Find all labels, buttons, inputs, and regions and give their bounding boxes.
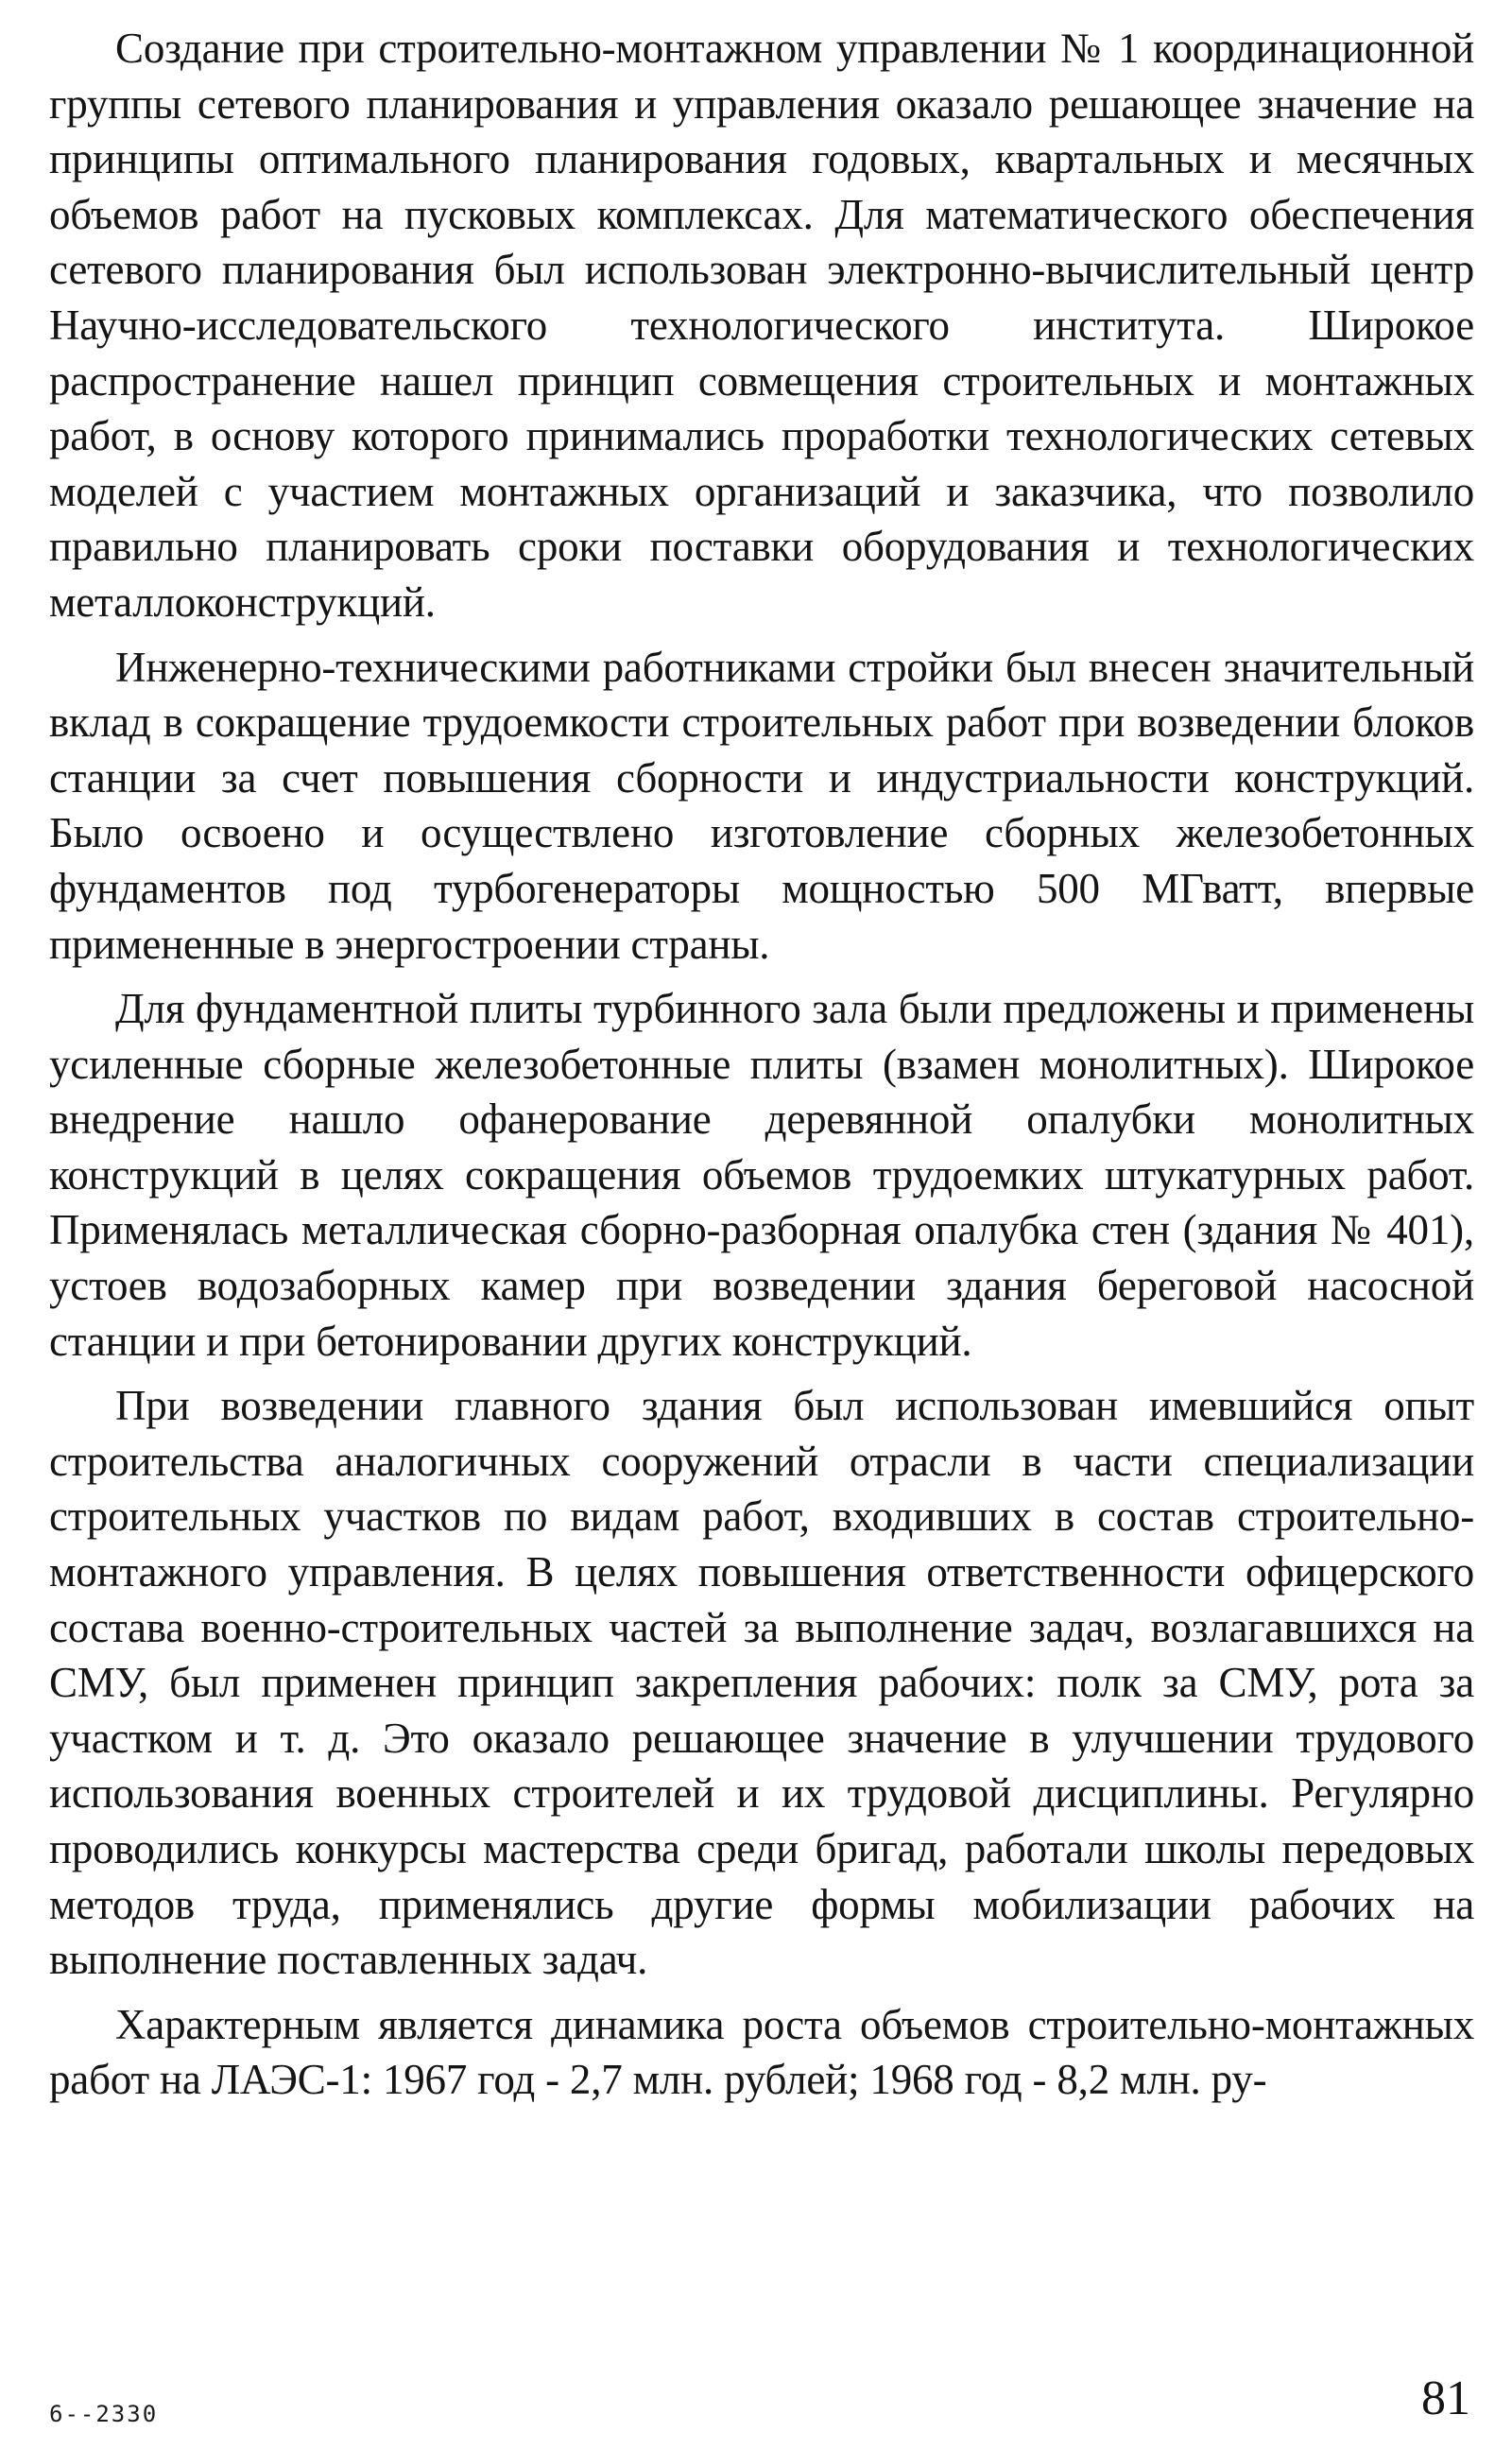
- page-number: 81: [1421, 2371, 1470, 2425]
- page-body: [49, 21, 1474, 2117]
- printer-signature-mark: 6--2330: [49, 2401, 159, 2427]
- paragraph-4: При возведении главного здания был использован имевшийся опыт строительства аналогичных сооружений отрасли в части специализации строительных участков по видам работ, входивших в состав строительно-монтажного управления. В целях повышения ответственности офицерского состава военно-строительных частей за выполнение задач, возлагавшихся на СМУ, был применен принцип закрепления рабочих: полк за СМУ, рота за участком и т. д. Это оказало решающее значение в улучшении трудового использования военных строителей и их трудовой дисциплины. Регулярно проводились конкурсы мастерства среди бригад, работали школы передовых методов труда, применялись другие формы мобилизации рабочих на выполнение поставленных задач.: [49, 1382, 1474, 1984]
- paragraph-1: Создание при строительно-монтажном управлении № 1 координационной группы сетевого планирования и управления оказало решающее значение на принципы оптимального планирования годовых, квартальных и месячных объемов работ на пусковых комплексах. Для математического обеспечения сетевого планирования был использован электронно-вычислительный центр Научно-исследовательского технологического института. Широкое распространение нашел принцип совмещения строительных и монтажных работ, в основу которого принимались проработки технологических сетевых моделей с участием монтажных организаций и заказчика, что позволило правильно планировать сроки поставки оборудования и технологических металлоконструкций.: [49, 25, 1474, 626]
- paragraph-2: Инженерно-техническими работниками стройки был внесен значительный вклад в сокращение трудоемкости строительных работ при возведении блоков станции за счет повышения сборности и индустриальности конструкций. Было освоено и осуществлено изготовление сборных железобетонных фундаментов под турбогенераторы мощностью 500 МГватт, впервые примененные в энергостроении страны.: [49, 643, 1474, 968]
- paragraph-5: Характерным является динамика роста объемов строительно-монтажных работ на ЛАЭС-1: 1967 год - 2,7 млн. рублей; 1968 год - 8,2 млн. ру-: [49, 2000, 1474, 2104]
- paragraph-3: Для фундаментной плиты турбинного зала были предложены и применены усиленные сборные железобетонные плиты (взамен монолитных). Широкое внедрение нашло офанерование деревянной опалубки монолитных конструкций в целях сокращения объемов трудоемких штукатурных работ. Применялась металлическая сборно-разборная опалубка стен (здания № 401), устоев водозаборных камер при возведении здания береговой насосной станции и при бетонировании других конструкций.: [49, 985, 1474, 1365]
